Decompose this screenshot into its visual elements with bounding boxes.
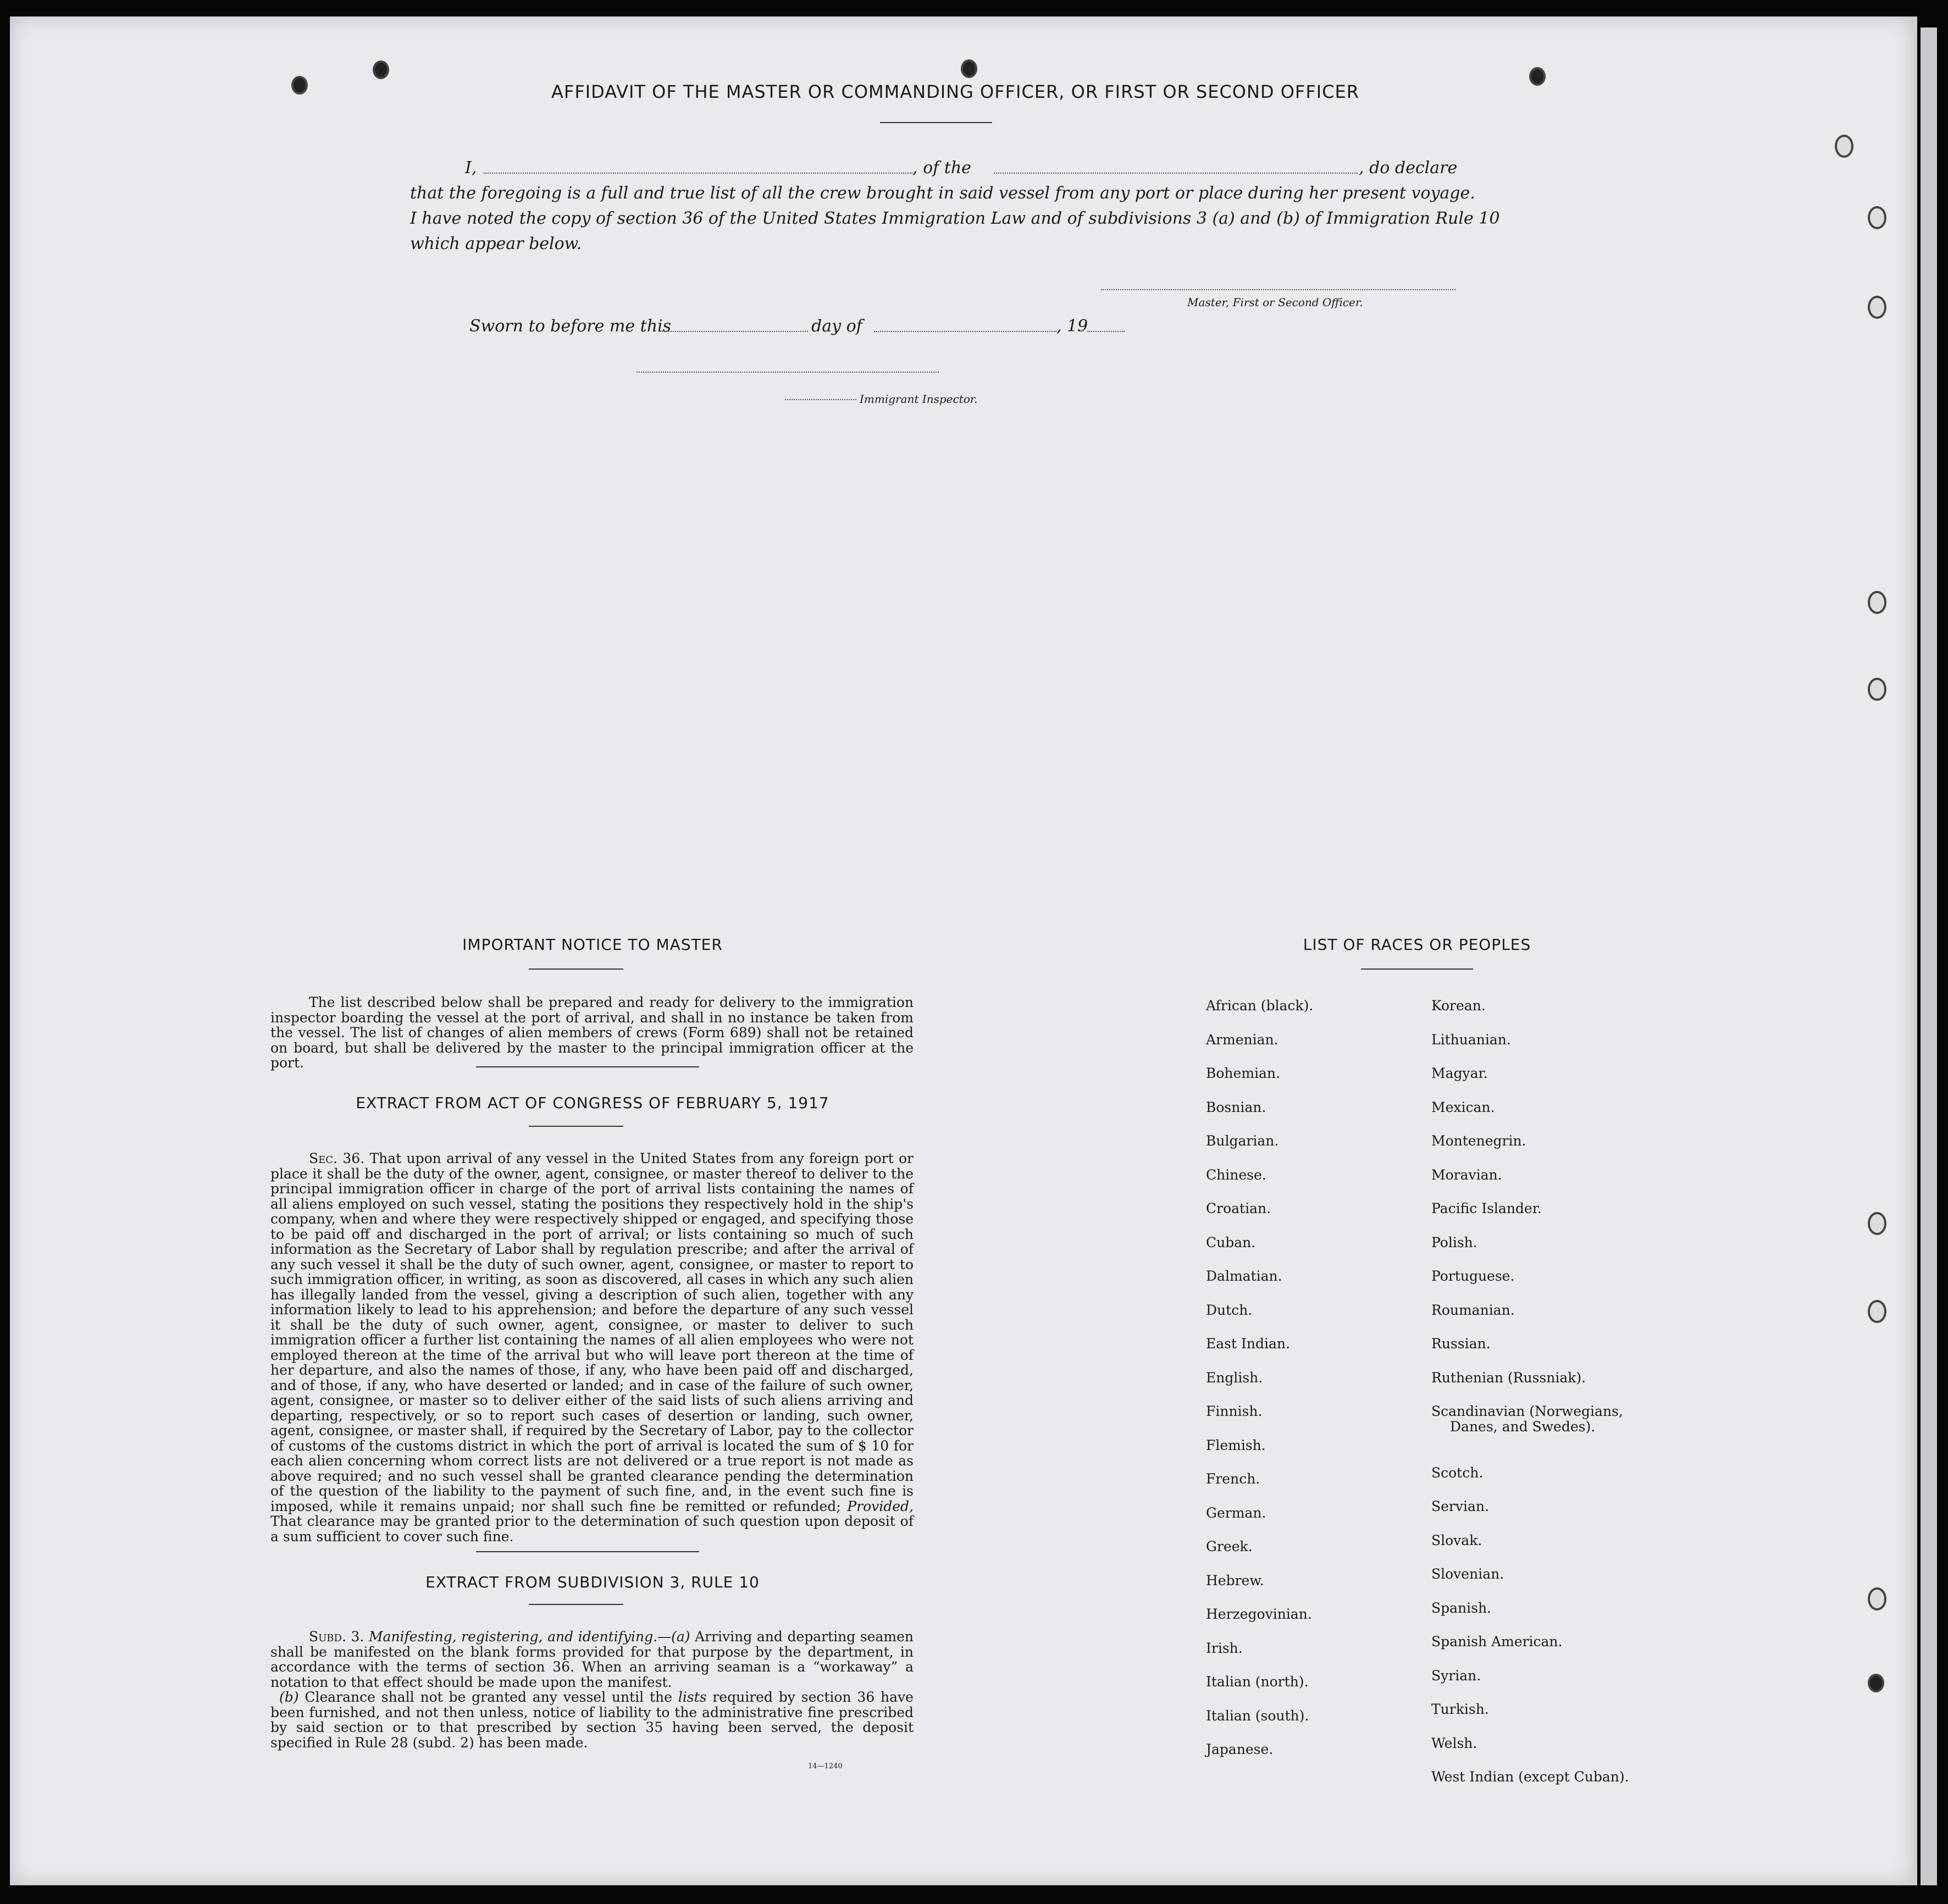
race-item: Dutch. xyxy=(1206,1302,1253,1318)
rule-subd-heading: Manifesting, registering, and identifying.—(a) xyxy=(368,1629,690,1645)
race-item: Danes, and Swedes). xyxy=(1450,1419,1596,1435)
race-item: French. xyxy=(1206,1471,1260,1487)
race-item: Roumanian. xyxy=(1431,1302,1515,1318)
notice-rule xyxy=(529,968,623,970)
race-item: Italian (north). xyxy=(1206,1674,1309,1690)
act-text xyxy=(270,1151,914,1544)
act-provided-label: Provided, xyxy=(847,1498,914,1514)
race-item: Herzegovinian. xyxy=(1206,1606,1312,1622)
race-item: Armenian. xyxy=(1206,1031,1279,1048)
notice-title: IMPORTANT NOTICE TO MASTER xyxy=(462,936,723,954)
vessel-blank xyxy=(994,173,1358,174)
section-divider xyxy=(476,1066,699,1067)
race-item: Moravian. xyxy=(1431,1166,1502,1183)
punch-hole xyxy=(373,60,389,79)
race-item: Spanish American. xyxy=(1431,1634,1563,1650)
punch-hole xyxy=(1868,1212,1886,1235)
race-item: German. xyxy=(1206,1504,1266,1521)
rule-b-body-2: required by section 36 have been furnished, and not then unless, notice of liability to the administrative fine prescribed by said section or to that prescribed by section 35 having been served, the deposit specified in Rule 28 (subd. 2) has been made. xyxy=(270,1689,914,1751)
rule-subd-body: Arriving and departing seamen shall be manifested on the blank forms provided for that purpose by the department, in accordance with the terms of section 36. When an arriving seaman is a “workaway” a notation to that effect should be made upon the manifest. xyxy=(270,1629,914,1690)
race-item: African (black). xyxy=(1206,998,1314,1014)
race-item: English. xyxy=(1206,1369,1263,1386)
race-item: Turkish. xyxy=(1431,1701,1489,1717)
notice-text xyxy=(270,995,914,1071)
punch-hole xyxy=(961,59,977,78)
punch-hole xyxy=(1868,206,1886,229)
inspector-dots xyxy=(785,399,856,400)
race-item: Slovenian. xyxy=(1431,1566,1504,1582)
punch-hole xyxy=(1835,135,1853,158)
affidavit-of-the-label: , of the xyxy=(912,158,971,178)
act-section-label: Sec. 36. xyxy=(309,1150,365,1166)
rule-b-lists: lists xyxy=(678,1689,707,1705)
rule-b-label: (b) xyxy=(279,1689,299,1705)
race-item: Ruthenian (Russniak). xyxy=(1431,1369,1586,1386)
race-item: Flemish. xyxy=(1206,1437,1266,1453)
notice-paragraph: The list described below shall be prepared and ready for delivery to the immigration inspector boarding the vessel at the port of arrival, and shall in no instance be taken from the vessel. The list of changes of alien members of crews (Form 689) shall not be retained on board, but shall be delivered by the master to the principal immigration officer at the port. xyxy=(270,994,914,1071)
punch-hole xyxy=(1868,296,1886,319)
month-blank xyxy=(874,331,1056,332)
race-item: Scotch. xyxy=(1431,1464,1484,1481)
race-item: Bulgarian. xyxy=(1206,1133,1279,1149)
rule-paragraph-a xyxy=(270,1629,914,1690)
act-rule xyxy=(529,1126,623,1127)
rule-rule xyxy=(529,1604,623,1605)
master-signature-blank xyxy=(1101,289,1456,290)
affidavit-i-label: I, xyxy=(465,158,477,178)
day-of-label: day of xyxy=(811,317,862,336)
punch-hole xyxy=(1868,1674,1884,1692)
race-item: Italian (south). xyxy=(1206,1707,1309,1724)
rule-paragraph-b xyxy=(270,1690,914,1750)
race-item: Scandinavian (Norwegians, xyxy=(1431,1403,1623,1419)
race-item: Montenegrin. xyxy=(1431,1133,1526,1149)
race-item: Spanish. xyxy=(1431,1599,1492,1616)
race-item: Japanese. xyxy=(1206,1741,1274,1757)
affidavit-line-2: that the foregoing is a full and true list of all the crew brought in said vessel from any port or place during her present voyage. xyxy=(410,184,1475,203)
rule-subd-label: Subd. 3. xyxy=(309,1629,364,1645)
act-provided-body: That clearance may be granted prior to the determination of such question upon deposit of a sum sufficient to cover such fine. xyxy=(270,1513,914,1545)
race-item: Polish. xyxy=(1431,1234,1477,1250)
race-item: Cuban. xyxy=(1206,1234,1256,1250)
race-item: Mexican. xyxy=(1431,1099,1495,1115)
affidavit-declare-label: , do declare xyxy=(1359,158,1458,178)
year-label: , 19 xyxy=(1056,317,1088,336)
document-page xyxy=(10,16,1917,1885)
affidavit-title: AFFIDAVIT OF THE MASTER OR COMMANDING OFFICER, OR FIRST OR SECOND OFFICER xyxy=(551,81,1359,102)
race-item: Dalmatian. xyxy=(1206,1268,1282,1284)
punch-hole xyxy=(1868,591,1886,614)
race-item: Chinese. xyxy=(1206,1166,1266,1183)
race-item: East Indian. xyxy=(1206,1336,1290,1352)
race-item: Greek. xyxy=(1206,1538,1253,1554)
race-item: Bohemian. xyxy=(1206,1065,1280,1081)
punch-hole xyxy=(1868,1300,1886,1323)
act-section-body: That upon arrival of any vessel in the United States from any foreign port or place it shall be the duty of the owner, agent, consignee, or master thereof to deliver to the principal immigration officer in charge of the port of arrival lists containing the names of all aliens employed on such vessel, stating the positions they respectively hold in the ship's company, when and where they were respectively shipped or engaged, and specifying those to be paid off and discharged in the port of arrival; or lists containing so much of such information as the Secretary of Labor shall by regulation prescribe; and after the arrival of any such vessel it shall be the duty of such owner, agent, consignee, or master to report to such immigration officer, in writing, as soon as discovered, all cases in which any such alien has illegally landed from the vessel, giving a description of such alien, together with any information likely to lead to his apprehension; and before the departure of any such vessel it shall be the duty of such owner, agent, consignee, or master to deliver to such immigration officer a further list containing the names of all alien employees who were not employed thereon at the time of the arrival but who will leave port thereon at the time of her departure, and also the names of those, if any, who have been paid off and discharged, and of those, if any, who have deserted or landed; and in case of the failure of such owner, agent, consignee, or master so to deliver either of the said lists of such aliens arriving and departing, respectively, or so to report such cases of desertion or landing, such owner, agent, consignee, or master shall, if required by the Secretary of Labor, pay to the collector of customs of the customs district in which the port of arrival is located the sum of $ 10 for each alien concerning whom correct lists are not delivered or a true report is not made as above required; and no such vessel shall be granted clearance pending the determination of the question of the liability to the payment of such fine, and, in the event such fine is imposed, while it remains unpaid; nor shall such fine be remitted or refunded; xyxy=(270,1150,914,1514)
section-divider xyxy=(476,1551,699,1552)
day-blank xyxy=(660,331,808,332)
year-blank xyxy=(1087,331,1125,332)
races-title: LIST OF RACES OR PEOPLES xyxy=(1303,936,1531,954)
form-number: 14—1240 xyxy=(808,1762,843,1770)
inspector-caption: Immigrant Inspector. xyxy=(860,392,978,406)
master-caption: Master, First or Second Officer. xyxy=(1187,296,1363,309)
race-item: Lithuanian. xyxy=(1431,1031,1511,1048)
title-rule xyxy=(880,122,992,123)
race-item: Slovak. xyxy=(1431,1532,1482,1548)
act-paragraph xyxy=(270,1151,914,1544)
page-edge xyxy=(1921,27,1937,1885)
race-item: Magyar. xyxy=(1431,1065,1488,1081)
name-blank xyxy=(484,173,912,174)
punch-hole xyxy=(1868,678,1886,701)
inspector-signature-blank xyxy=(637,372,939,373)
rule-title: EXTRACT FROM SUBDIVISION 3, RULE 10 xyxy=(425,1573,760,1591)
race-item: Syrian. xyxy=(1431,1667,1481,1684)
race-item: Servian. xyxy=(1431,1498,1489,1514)
affidavit-line-3: I have noted the copy of section 36 of the United States Immigration Law and of subdivisions 3 (a) and (b) of Immigration Rule 10 xyxy=(410,209,1500,228)
rule-b-body-1: Clearance shall not be granted any vessel until the xyxy=(305,1689,672,1705)
race-item: Hebrew. xyxy=(1206,1572,1264,1588)
race-item: Korean. xyxy=(1431,998,1486,1014)
rule-text xyxy=(270,1629,914,1750)
race-item: West Indian (except Cuban). xyxy=(1431,1769,1629,1785)
affidavit-line-4: which appear below. xyxy=(410,234,582,253)
races-rule xyxy=(1361,968,1473,970)
race-item: Finnish. xyxy=(1206,1403,1263,1419)
act-title: EXTRACT FROM ACT OF CONGRESS OF FEBRUARY 5, 1917 xyxy=(356,1094,829,1112)
race-item: Croatian. xyxy=(1206,1200,1271,1216)
race-item: Irish. xyxy=(1206,1640,1243,1656)
race-item: Pacific Islander. xyxy=(1431,1200,1542,1216)
sworn-label: Sworn to before me this xyxy=(469,317,672,336)
race-item: Bosnian. xyxy=(1206,1099,1266,1115)
race-item: Portuguese. xyxy=(1431,1268,1515,1284)
race-item: Welsh. xyxy=(1431,1735,1477,1751)
punch-hole xyxy=(1868,1587,1886,1610)
race-item: Russian. xyxy=(1431,1336,1491,1352)
